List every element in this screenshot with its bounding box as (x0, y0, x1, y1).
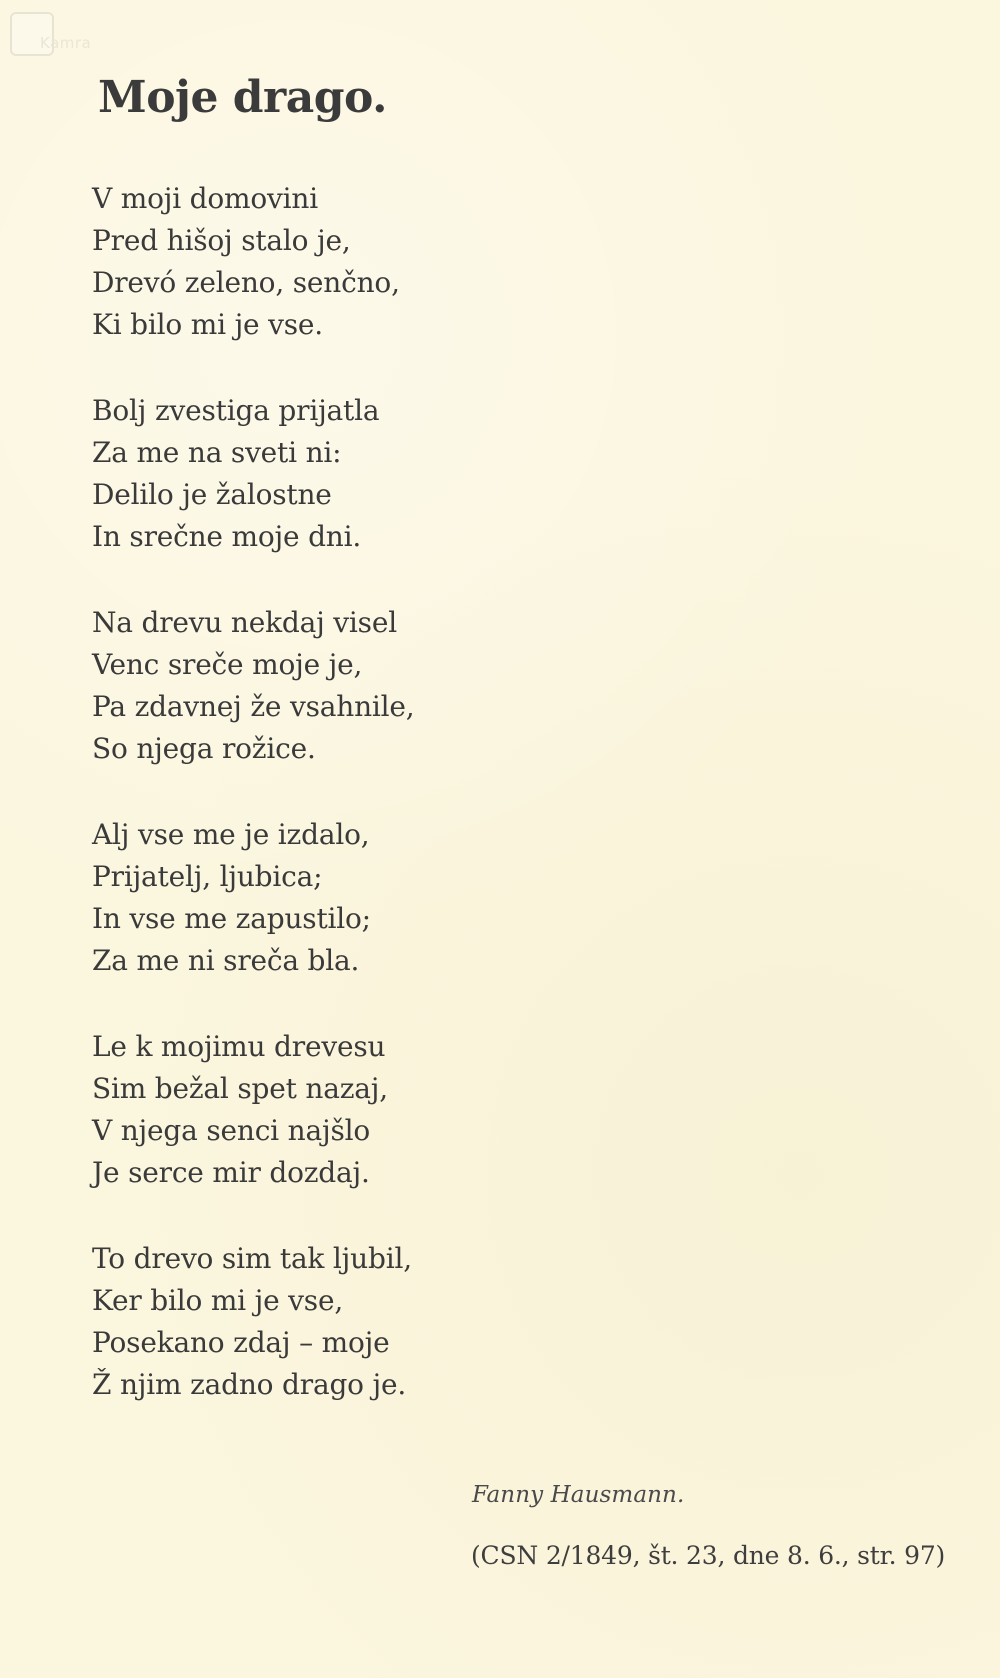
watermark-logo (10, 12, 108, 58)
poem-line: Za me na sveti ni: (92, 436, 342, 469)
poem-line: Pa zdavnej že vsahnile, (92, 690, 415, 723)
poem-line: Ž njim zadno drago je. (92, 1368, 407, 1401)
poem-line: Posekano zdaj – moje (92, 1326, 390, 1359)
poem-line: Delilo je žalostne (92, 478, 332, 511)
stanza-5 (92, 1026, 512, 1194)
poem-line: Pred hišoj stalo je, (92, 224, 351, 257)
stanza-2 (92, 390, 512, 558)
poem-line: Prijatelj, ljubica; (92, 860, 323, 893)
poem-line: Alj vse me je izdalo, (92, 818, 370, 851)
stanza-4 (92, 814, 512, 982)
source-citation: (CSN 2/1849, št. 23, dne 8. 6., str. 97) (471, 1541, 946, 1570)
poem-line: Le k mojimu drevesu (92, 1030, 386, 1063)
poem-line: Sim bežal spet nazaj, (92, 1072, 388, 1105)
poem-body (92, 178, 512, 1450)
stanza-6 (92, 1238, 512, 1406)
poem-line: Je serce mir dozdaj. (92, 1156, 370, 1189)
poem-title: Moje drago. (98, 72, 387, 123)
poem-line: To drevo sim tak ljubil, (92, 1242, 412, 1275)
poem-line: Ki bilo mi je vse. (92, 308, 323, 341)
stanza-1 (92, 178, 512, 346)
poem-line: So njega rožice. (92, 732, 316, 765)
poem-line: Drevó zeleno, senčno, (92, 266, 400, 299)
poem-line: Bolj zvestiga prijatla (92, 394, 380, 427)
poem-line: Za me ni sreča bla. (92, 944, 360, 977)
poem-line: Na drevu nekdaj visel (92, 606, 397, 639)
stanza-3 (92, 602, 512, 770)
poem-author: Fanny Hausmann. (472, 1482, 685, 1508)
poem-line: Ker bilo mi je vse, (92, 1284, 344, 1317)
poem-line: Venc sreče moje je, (92, 648, 363, 681)
poem-line: In vse me zapustilo; (92, 902, 371, 935)
poem-line: In srečne moje dni. (92, 520, 362, 553)
poem-line: V njega senci najšlo (92, 1114, 371, 1147)
watermark-text: Kamra (40, 34, 92, 52)
poem-line: V moji domovini (92, 182, 319, 215)
